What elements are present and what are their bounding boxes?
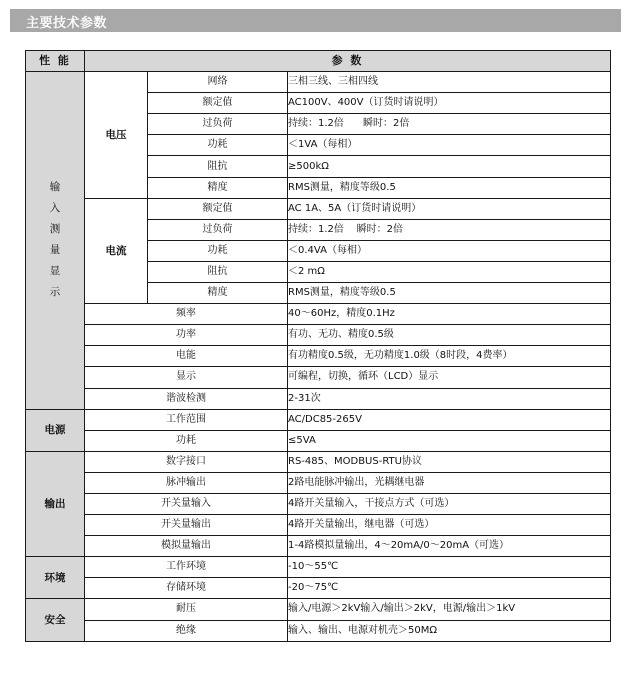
param-name: 开关量输入 <box>85 493 288 514</box>
param-value: -20～75℃ <box>288 578 611 599</box>
section-title-bar <box>10 9 621 32</box>
param-name: 功率 <box>85 325 288 346</box>
param-value: 40～60Hz，精度0.1Hz <box>288 304 611 325</box>
table-row <box>26 72 611 93</box>
table-row <box>26 409 611 430</box>
param-name: 功耗 <box>85 430 288 451</box>
table-row <box>26 198 611 219</box>
table-row <box>26 430 611 451</box>
param-value: AC 1A、5A（订货时请说明） <box>288 198 611 219</box>
group-environment: 环境 <box>26 557 85 599</box>
param-name: 过负荷 <box>148 114 288 135</box>
param-value: 4路开关量输入，干接点方式（可选） <box>288 493 611 514</box>
table-row <box>26 451 611 472</box>
param-value: 有功精度0.5级，无功精度1.0级（8时段，4费率） <box>288 346 611 367</box>
param-value: 4路开关量输出，继电器（可选） <box>288 515 611 536</box>
param-name: 频率 <box>85 304 288 325</box>
param-value: ≤5VA <box>288 430 611 451</box>
param-value: 2路电能脉冲输出，光耦继电器 <box>288 472 611 493</box>
subgroup-voltage: 电压 <box>85 72 148 199</box>
table-row <box>26 493 611 514</box>
group-output: 输出 <box>26 451 85 556</box>
spec-table <box>25 50 611 642</box>
param-name: 工作范围 <box>85 409 288 430</box>
param-name: 工作环境 <box>85 557 288 578</box>
param-value: AC100V、400V（订货时请说明） <box>288 93 611 114</box>
table-header-row <box>26 51 611 72</box>
param-value: 输入、输出、电源对机壳＞50MΩ <box>288 620 611 641</box>
param-value: -10～55℃ <box>288 557 611 578</box>
param-value: ≥500kΩ <box>288 156 611 177</box>
param-value: ＜1VA（每相） <box>288 135 611 156</box>
table-row <box>26 620 611 641</box>
param-value: ＜2 mΩ <box>288 261 611 282</box>
param-value: RS-485、MODBUS-RTU协议 <box>288 451 611 472</box>
param-name: 开关量输出 <box>85 515 288 536</box>
param-value: 1-4路模拟量输出，4～20mA/0～20mA（可选） <box>288 536 611 557</box>
header-performance: 性 能 <box>26 51 85 72</box>
param-name: 数字接口 <box>85 451 288 472</box>
param-name: 脉冲输出 <box>85 472 288 493</box>
param-name: 精度 <box>148 283 288 304</box>
param-name: 网络 <box>148 72 288 93</box>
param-name: 阻抗 <box>148 261 288 282</box>
table-row <box>26 515 611 536</box>
subgroup-current: 电流 <box>85 198 148 303</box>
table-row <box>26 472 611 493</box>
param-name: 谐波检测 <box>85 388 288 409</box>
param-value: 可编程，切换，循环（LCD）显示 <box>288 367 611 388</box>
param-name: 模拟量输出 <box>85 536 288 557</box>
param-value: 持续：1.2倍 瞬时：2倍 <box>288 114 611 135</box>
table-row <box>26 599 611 620</box>
param-value: RMS测量，精度等级0.5 <box>288 283 611 304</box>
group-input-measure-display-label: 输入测量显示 <box>49 181 61 299</box>
table-row <box>26 536 611 557</box>
param-name: 额定值 <box>148 93 288 114</box>
param-name: 耐压 <box>85 599 288 620</box>
table-row <box>26 325 611 346</box>
param-name: 功耗 <box>148 135 288 156</box>
group-input-measure-display <box>26 72 85 410</box>
table-row <box>26 367 611 388</box>
section-title: 主要技术参数 <box>26 16 108 31</box>
param-value: 三相三线、三相四线 <box>288 72 611 93</box>
param-name: 存储环境 <box>85 578 288 599</box>
param-name: 绝缘 <box>85 620 288 641</box>
param-name: 电能 <box>85 346 288 367</box>
table-row <box>26 346 611 367</box>
param-name: 阻抗 <box>148 156 288 177</box>
header-parameters: 参 数 <box>85 51 611 72</box>
param-value: 2-31次 <box>288 388 611 409</box>
group-power-supply: 电源 <box>26 409 85 451</box>
param-value: 持续：1.2倍 瞬时：2倍 <box>288 219 611 240</box>
param-value: 输入/电源＞2kV输入/输出＞2kV，电源/输出＞1kV <box>288 599 611 620</box>
param-value: 有功、无功、精度0.5级 <box>288 325 611 346</box>
group-safety: 安全 <box>26 599 85 641</box>
param-name: 精度 <box>148 177 288 198</box>
table-row <box>26 388 611 409</box>
param-name: 额定值 <box>148 198 288 219</box>
table-row <box>26 578 611 599</box>
param-value: RMS测量，精度等级0.5 <box>288 177 611 198</box>
table-row <box>26 304 611 325</box>
table-row <box>26 557 611 578</box>
param-value: ＜0.4VA（每相） <box>288 240 611 261</box>
param-name: 显示 <box>85 367 288 388</box>
param-name: 功耗 <box>148 240 288 261</box>
param-name: 过负荷 <box>148 219 288 240</box>
param-value: AC/DC85-265V <box>288 409 611 430</box>
